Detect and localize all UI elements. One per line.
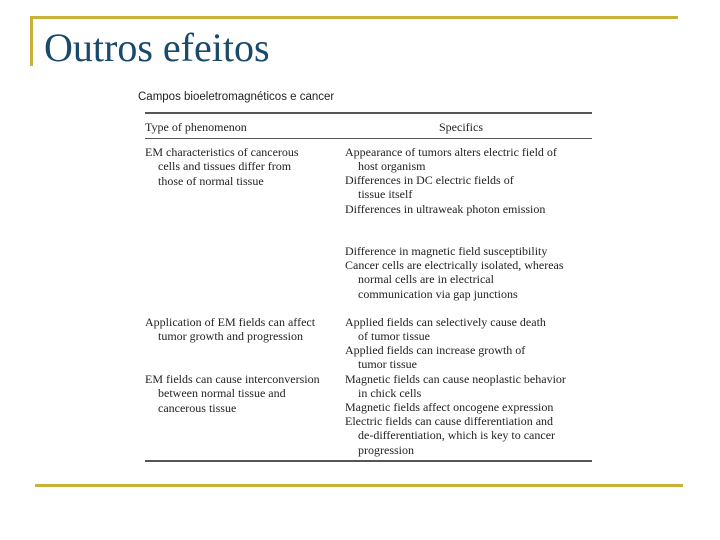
table-top-rule (145, 112, 592, 114)
row-2-phenomenon: Application of EM fields can affect tumor growth and progression (145, 315, 316, 344)
row-2-spec-1: Applied fields can selectively cause death of tumor tissue (345, 315, 546, 344)
row-1-spec-1: Appearance of tumors alters electric field of host organism (345, 145, 557, 174)
row-1-phenomenon: EM characteristics of cancerous cells and tissues differ from those of normal tissue (145, 145, 299, 188)
row-1-spec-3: Differences in ultraweak photon emission (345, 202, 546, 216)
row-3-spec-2: Magnetic fields affect oncogene expression (345, 400, 554, 414)
table-bottom-rule (145, 460, 592, 462)
frame-left-line (30, 16, 33, 66)
row-1-spec-2: Differences in DC electric fields of tissue itself (345, 173, 514, 202)
row-3-phenomenon: EM fields can cause interconversion between normal tissue and cancerous tissue (145, 372, 320, 415)
row-3-spec-3: Electric fields can cause differentiation and de-differentiation, which is key to cancer progression (345, 414, 556, 457)
row-2-spec-2: Applied fields can increase growth of tumor tissue (345, 343, 526, 372)
header-specifics: Specifics (439, 120, 483, 134)
row-1-spec-5: Cancer cells are electrically isolated, whereas normal cells are in electrical communication via gap junctions (345, 258, 564, 301)
row-3-spec-1: Magnetic fields can cause neoplastic behavior in chick cells (345, 372, 566, 401)
table-header-rule (145, 138, 592, 139)
header-phenomenon: Type of phenomenon (145, 120, 247, 134)
row-1-spec-4: Difference in magnetic field susceptibility (345, 244, 548, 258)
table-caption: Campos bioeletromagnéticos e cancer (138, 91, 335, 103)
slide-title: Outros efeitos (44, 25, 270, 70)
frame-bottom-line (35, 484, 683, 487)
frame-top-line (30, 16, 678, 19)
